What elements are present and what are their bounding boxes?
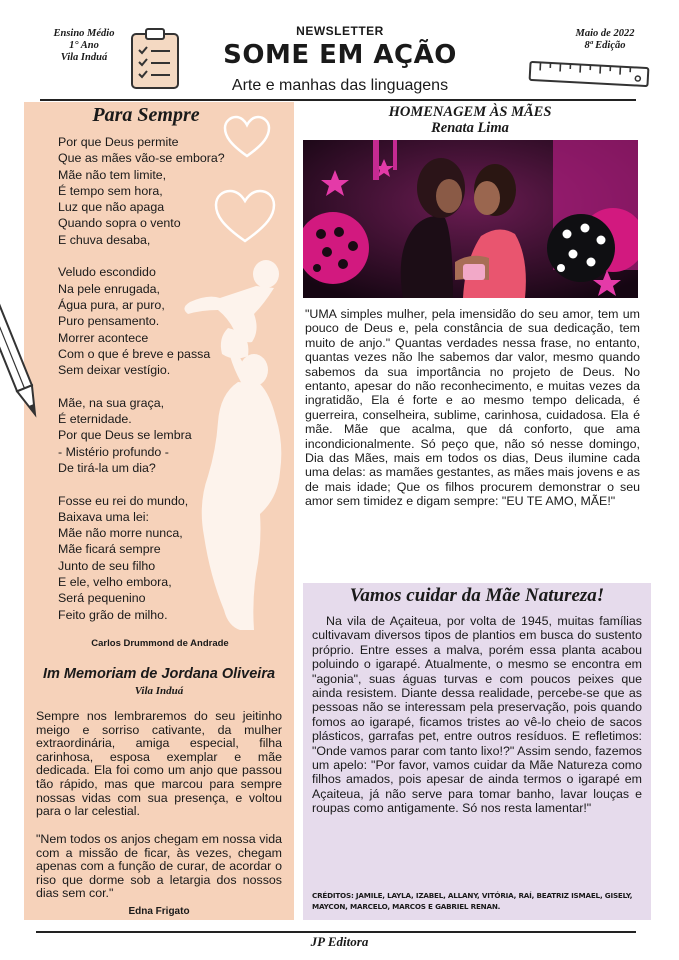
homage-author: Renata Lima — [431, 120, 509, 136]
memoriam-quote: "Nem todos os anjos chegam em nossa vida com a missão de ficar, às vezes, chegam apenas com a função de curar, de acordar o riso que dorme sob a letargia dos nossos dias sem cor." — [36, 832, 282, 901]
school-year: 1° Ano — [69, 40, 99, 51]
school-level: Ensino Médio — [53, 28, 115, 39]
poem-line: Por que Deus permite — [58, 135, 179, 149]
poem-line: Que as mães vão-se embora? — [58, 151, 225, 166]
poem-author: Carlos Drummond de Andrade — [91, 638, 229, 649]
poem-line: Na pele enrugada, — [58, 281, 160, 296]
memoriam-signature: Edna Frigato — [128, 906, 190, 917]
poem-title: Para Sempre — [92, 104, 200, 126]
poem-line: Mãe não tem limite, — [58, 167, 167, 182]
homage-heading — [300, 104, 640, 136]
school-place: Vila Induá — [60, 52, 108, 63]
mothers-day-photo — [303, 140, 638, 298]
poem-line: E chuva desaba, — [58, 232, 151, 247]
poem-stanza — [58, 493, 278, 623]
poem-line: Feito grão de milho. — [58, 607, 168, 622]
issue-date: Maio de 2022 — [575, 28, 635, 39]
memoriam-body: Sempre nos lembraremos do seu jeitinho meigo e sorriso cativante, da mulher extraordinária, amiga especial, filha carinhosa, esposa exemplar e mãe dedicada. Ela foi como um anjo que passou tão rápido, mas que marcou para sempre nossas vidas com sua presença, e voltou para o lar celestial. — [36, 709, 282, 819]
poem-line: De tirá-la um dia? — [58, 460, 156, 475]
school-info — [28, 28, 140, 64]
memoriam-place: Vila Induá — [134, 685, 184, 697]
poem-line: Será pequenino — [58, 591, 146, 606]
homage-body: "UMA simples mulher, pela imensidão do seu amor, tem um pouco de Deus e, pela constância de sua dedicação, tem muito de anjo." Quantas verdades nessa frase, no entanto, quantas vezes não lhe sabemos dar valor, mesmo quando sabemos da sua importância no projeto de Deus. No entanto, apesar do não reconhecimento, e muitas vezes da ingratidão, Ela é forte e ao mesmo tempo delicada, é guerreira, conselheira, sublime, carinhosa, cuidadosa. Ela é mãe. Mãe que acalma, que dá conforto, que ama incondicionalmente. Só peço que, não só nesse domingo, Dia das Mães, mais em todos os dias, Deus ilumine cada uma delas: as mamães gestantes, as mães mais jovens e as de mais idade; Que os filhos procurem demonstrar o seu amor sem timidez e digam sempre: "EU TE AMO, MÃE!" — [305, 307, 640, 509]
poem-stanza — [58, 264, 278, 378]
clipboard-icon — [126, 26, 186, 92]
ruler-icon — [528, 60, 650, 88]
issue-info — [545, 28, 665, 52]
publisher-footer: JP Editora — [310, 934, 369, 949]
poem-line: Baixava uma lei: — [58, 509, 149, 524]
poem-line: Sem deixar vestígio. — [58, 363, 171, 378]
poem-line: Quando sopra o vento — [58, 216, 181, 231]
nature-body: Na vila de Açaiteua, por volta de 1945, muitas famílias cultivavam diversos tipos de plantios em busca do sustento próprio. Entre esses a malva, porém essa planta acabou poluindo o igarapé. Atualmente, o mesmo se encontra em "agonia", suas águas turvas e com poucos peixes que ainda resistem. Diante dessa realidade, percebe-se que as pessoas não se interessam pela preservação, pois quando fomos ao igarapé, ficamos tristes ao vê-lo cheio de sacos plásticos, garrafas pet, entre outros resíduos. E refletimos: "Onde vamos parar com tanto lixo!?" Assim sendo, fazemos um apelo: "Por favor, vamos cuidar da Mãe Natureza como filhos amados, pois apesar de ainda termos o igarapé em Açaiteua, já não serve para tomar banho, lavar louças e roupas como antigamente. Só nos resta lamentar!" — [312, 614, 642, 816]
issue-edition: 8ª Edição — [584, 40, 626, 51]
poem-line: Por que Deus se lembra — [58, 428, 192, 443]
memoriam-title: Im Memoriam de Jordana Oliveira — [42, 666, 276, 682]
poem-text — [58, 134, 278, 639]
poem-line: Junto de seu filho — [58, 558, 156, 573]
pencil-icon — [0, 282, 38, 432]
poem-line: Com o que é breve e passa — [58, 346, 211, 361]
masthead-subtitle: Arte e manhas das linguagens — [231, 77, 449, 94]
poem-line: Mãe ficará sempre — [58, 542, 161, 557]
poem-line: Puro pensamento. — [58, 314, 160, 329]
poem-line: E ele, velho embora, — [58, 575, 172, 590]
poem-line: Água pura, ar puro, — [58, 297, 165, 312]
poem-stanza — [58, 134, 278, 248]
nature-title: Vamos cuidar da Mãe Natureza! — [349, 585, 605, 606]
poem-line: Mãe, na sua graça, — [58, 395, 165, 410]
masthead-title: SOME EM AÇÃO — [223, 40, 457, 70]
poem-stanza — [58, 395, 278, 476]
header-divider — [40, 99, 636, 101]
poem-line: - Mistério profundo - — [58, 444, 169, 459]
newsletter-kicker: NEWSLETTER — [296, 24, 384, 38]
poem-line: Morrer acontece — [58, 330, 149, 345]
poem-line: Fosse eu rei do mundo, — [58, 493, 189, 508]
homage-title: HOMENAGEM ÀS MÃES — [388, 104, 552, 120]
poem-line: Veludo escondido — [58, 265, 156, 280]
poem-line: Mãe não morre nunca, — [58, 526, 183, 541]
nature-credits: CRÉDITOS: JAMILE, LAYLA, IZABEL, ALLANY, VITÓRIA, RAÍ, BEATRIZ ISMAEL, GISELY, MAYCON, MARCELO, MARCOS E GABRIEL RENAN. — [312, 891, 633, 911]
poem-line: Luz que não apaga — [58, 200, 165, 215]
poem-line: É eternidade. — [58, 412, 132, 427]
footer-divider — [36, 931, 636, 933]
poem-line: É tempo sem hora, — [58, 183, 163, 198]
